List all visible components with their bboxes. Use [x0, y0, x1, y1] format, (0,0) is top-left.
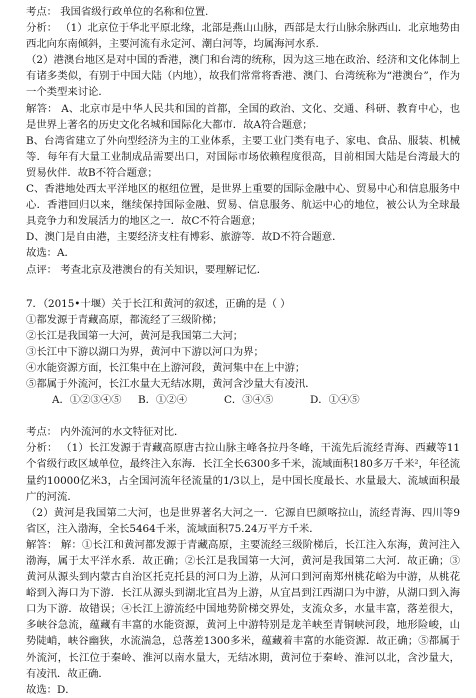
option-a: A．①②③④⑤	[52, 394, 122, 407]
answer-options	[26, 392, 460, 408]
kaodian-line-q7: 考点： 内外流河的水文特征对比．	[26, 426, 185, 439]
dianping-line: 点评： 考查北京及港澳台的有关知识，要理解记忆．	[26, 263, 268, 276]
kaodian-line: 考点： 我国省级行政单位的名称和位置.	[26, 6, 209, 18]
jieda-line: 解答： A、北京市是中华人民共和国的首都，全国的政治、文化、交通、科研、教育中心，也是世界上著名的历史文化名城和国际化大都市．故A符合题意；	[26, 102, 460, 131]
option-b: B．①②④	[138, 394, 187, 407]
answer-line-q7: 故选：D．	[26, 683, 76, 696]
jieda-option-b: B、台湾省建立了外向型经济为主的工业体系，主要工业门类有电子、家电、食品、服装、机械等．每年有大量工业制成品需要出口，对国际市场依赖程度很高，目前相国大陆是台湾最大的贸易伙伴．故B不符合题意；	[26, 134, 460, 179]
jieda-option-d: D、澳门是自由港，主要经济支柱有博彩、旅游等．故D不符合题意．	[26, 231, 343, 244]
option-d: D．①④⑤	[310, 394, 360, 407]
statement-1: ①都发源于青藏高原，都流经了三级阶梯；	[26, 313, 223, 326]
jieda-option-c: C、香港地处西太平洋地区的枢纽位置，是世界上重要的国际金融中心、贸易中心和信息服务中心．香港回归以来，继续保持国际金融、贸易、信息服务、航运中心的地位，被公认为全球最具竞争力和发展活力的地区之一．故C不符合题意；	[26, 183, 460, 228]
option-c: C．③④⑤	[224, 394, 274, 407]
answer-block-previous	[26, 4, 460, 278]
statement-3: ③长江中下游以湖口为界，黄河中下游以河口为界；	[26, 345, 264, 358]
statement-2: ②长江是我国第一大河，黄河是我国第二大河；	[26, 329, 244, 342]
jieda-line-q7: 解答： 解：①长江和黄河都发源于青藏高原，主要流经三级阶梯后，长江注入东海，黄河注入渤海，属于太平洋水系．故正确；②长江是我国第一大河，黄河是我国第二大河．故正确；③黄河从源头到内蒙古自治区托克托县的河口为上游，从河口到河南郑州桃花峪为中游，从桃花峪到入海口为下游．长江从源头到湖北宜昌为上游，从宜昌到江西湖口为中游，从湖口到入海口为下游．故错误；④长江上游流经中国地势阶梯交界处，支流众多，水量丰富，落差很大，多峡谷急流，蕴藏有丰富的水能资源，黄河上中游特别是龙羊峡至青铜峡河段，地形险峻，山势陡峭，峡谷幽狭，水流湍急，总落差1300多米，蕴藏着丰富的水能资源．故正确；⑤都属于外流河，长江位于秦岭、淮河以南水量大，无结冰期，黄河位于秦岭、淮河以北，含沙量大，有凌汛．故正确．	[26, 538, 460, 680]
fenxi-line-q7-2: （2）黄河是我国第二大河，也是世界著名大河之一．它源自巴颜喀拉山，流经青海、四川等9省区，注入渤海，全长5464千米，流域面积75.24万平方千米．	[26, 506, 460, 535]
answer-block-q7	[26, 424, 460, 698]
section-gap	[26, 278, 460, 294]
fenxi-line: 分析： （1）北京位于华北平原北缘，北部是燕山山脉，西部是太行山脉余脉西山．北京地势由西北向东南倾斜，主要河流有永定河、潮白河等，均属海河水系.	[26, 22, 460, 51]
question-7	[26, 296, 460, 409]
statement-4: ④水能资源方面，长江集中在上游河段，黄河集中在上中游；	[26, 361, 306, 374]
fenxi-line-q7: 分析： （1）长江发源于青藏高原唐古拉山脉主峰各拉丹冬峰，干流先后流经青海、西藏等11个省级行政区域单位，最终注入东海．长江全长6300多千米，流域面积180多万千米²，年径流量约10000亿米3，占全国河流年径流量的1/3以上，是中国长度最长、水量最大、流域面积最广的河流．	[26, 442, 460, 503]
section-gap-2	[26, 408, 460, 424]
statement-5: ⑤都属于外流河，长江水量大无结冰期，黄河含沙量大有凌汛．	[26, 378, 316, 391]
question-stem: 7．（2015•十堰）关于长江和黄河的叙述，正确的是（ ）	[26, 297, 291, 310]
fenxi-line-2: （2）港澳台地区是对中国的香港，澳门和台湾的统称，因为这三地在政治、经济和文化体制上有诸多类似，有别于中国大陆（内地），故我们常常将香港、澳门、台湾统称为“港澳台”，作为一个类型来讨论．	[26, 54, 460, 99]
answer-line: 故选：A．	[26, 247, 75, 260]
